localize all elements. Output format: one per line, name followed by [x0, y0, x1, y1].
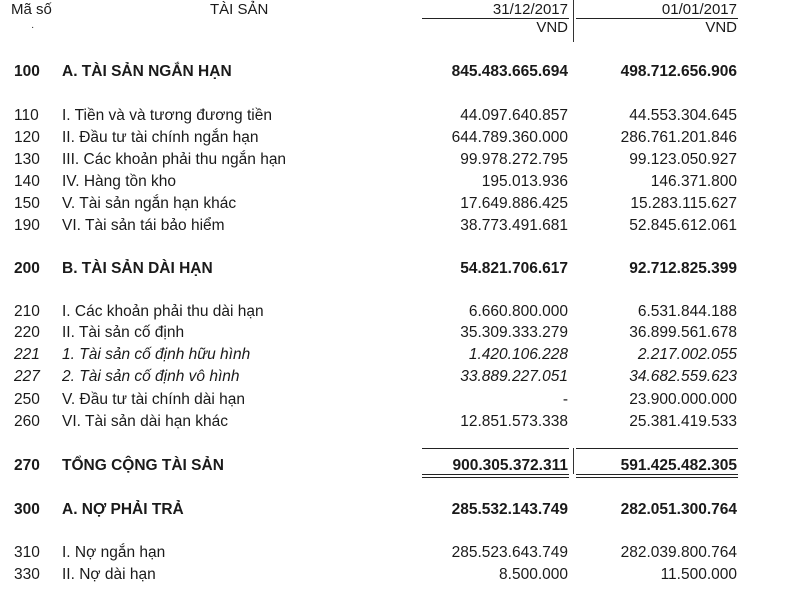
row-code: 150 — [14, 195, 40, 212]
header-col1-date: 31/12/2017 — [492, 1, 568, 18]
row-code: 120 — [14, 129, 40, 146]
row-value-2017-01-01: 92.712.825.399 — [629, 260, 737, 277]
table-row — [0, 389, 800, 411]
row-name: II. Nợ dài hạn — [62, 566, 156, 583]
table-row — [0, 542, 800, 564]
row-value-2017-01-01: 498.712.656.906 — [620, 63, 737, 80]
row-name: VI. Tài sản dài hạn khác — [62, 413, 229, 430]
row-name: A. TÀI SẢN NGẮN HẠN — [62, 63, 232, 80]
row-code: 227 — [14, 368, 40, 385]
table-row — [0, 193, 800, 215]
row-code: 310 — [14, 544, 40, 561]
row-value-2017-01-01: 11.500.000 — [660, 566, 737, 583]
row-value-2017-01-01: 15.283.115.627 — [630, 195, 737, 212]
row-code: 300 — [14, 501, 40, 518]
row-name: I. Nợ ngắn hạn — [62, 544, 166, 561]
table-row — [0, 499, 800, 521]
row-code: 250 — [14, 391, 40, 408]
table-row — [0, 564, 800, 586]
row-value-2017-12-31: 17.649.886.425 — [460, 195, 568, 212]
table-row — [0, 149, 800, 171]
row-value-2017-12-31: 845.483.665.694 — [451, 63, 568, 80]
table-row — [0, 127, 800, 149]
row-value-2017-12-31: - — [562, 391, 568, 408]
table-row — [0, 61, 800, 83]
row-name: 1. Tài sản cố định hữu hình — [62, 346, 251, 363]
row-name: IV. Hàng tồn kho — [62, 173, 177, 190]
header-currency1: VND — [536, 19, 568, 36]
row-value-2017-12-31: 12.851.573.338 — [460, 413, 568, 430]
row-code: 190 — [14, 217, 40, 234]
row-value-2017-01-01: 36.899.561.678 — [629, 324, 737, 341]
row-value-2017-01-01: 52.845.612.061 — [629, 217, 737, 234]
row-code: 130 — [14, 151, 40, 168]
row-value-2017-01-01: 25.381.419.533 — [629, 413, 737, 430]
row-value-2017-12-31: 285.523.643.749 — [451, 544, 568, 561]
row-value-2017-01-01: 23.900.000.000 — [629, 391, 737, 408]
total-col2-top-line — [576, 448, 738, 449]
total-col2-double-line-b — [576, 477, 738, 478]
row-code: 110 — [14, 107, 39, 124]
row-code: 140 — [14, 173, 40, 190]
row-value-2017-01-01: 146.371.800 — [650, 173, 737, 190]
table-row — [0, 344, 800, 366]
row-code: 100 — [14, 63, 40, 80]
header-col2-date: 01/01/2017 — [661, 1, 737, 18]
row-name: II. Đầu tư tài chính ngắn hạn — [62, 129, 259, 146]
row-value-2017-12-31: 285.532.143.749 — [451, 501, 568, 518]
row-value-2017-01-01: 6.531.844.188 — [637, 303, 737, 320]
row-name: B. TÀI SẢN DÀI HẠN — [62, 260, 213, 277]
row-value-2017-01-01: 2.217.002.055 — [637, 346, 737, 363]
row-name: V. Đầu tư tài chính dài hạn — [62, 391, 246, 408]
row-code: 200 — [14, 260, 40, 277]
row-value-2017-01-01: 44.553.304.645 — [629, 107, 737, 124]
row-name: 2. Tài sản cố định vô hình — [62, 368, 240, 385]
row-value-2017-12-31: 195.013.936 — [481, 173, 568, 190]
col-separator-total — [573, 448, 574, 474]
row-name: A. NỢ PHẢI TRẢ — [62, 501, 184, 518]
row-name: TỔNG CỘNG TÀI SẢN — [62, 457, 224, 474]
row-value-2017-01-01: 34.682.559.623 — [629, 368, 737, 385]
total-col1-top-line — [422, 448, 569, 449]
col-separator-header — [573, 0, 574, 42]
row-value-2017-12-31: 33.889.227.051 — [460, 368, 568, 385]
row-code: 210 — [14, 303, 40, 320]
table-row — [0, 301, 800, 323]
header-dot-mark: · — [31, 22, 35, 33]
row-value-2017-12-31: 644.789.360.000 — [451, 129, 568, 146]
table-row — [0, 215, 800, 237]
table-row — [0, 258, 800, 280]
row-name: V. Tài sản ngắn hạn khác — [62, 195, 237, 212]
total-col1-double-line-b — [422, 477, 569, 478]
header-currency2: VND — [705, 19, 737, 36]
table-row — [0, 105, 800, 127]
row-value-2017-01-01: 591.425.482.305 — [620, 457, 737, 474]
table-row — [0, 322, 800, 344]
row-value-2017-12-31: 6.660.800.000 — [468, 303, 568, 320]
row-code: 260 — [14, 413, 40, 430]
total-col2-double-line-a — [576, 474, 738, 475]
row-code: 221 — [14, 346, 40, 363]
table-row — [0, 171, 800, 193]
row-value-2017-12-31: 38.773.491.681 — [460, 217, 568, 234]
row-name: I. Tiền và và tương đương tiền — [62, 107, 272, 124]
row-name: III. Các khoản phải thu ngắn hạn — [62, 151, 287, 168]
row-name: VI. Tài sản tái bảo hiểm — [62, 217, 225, 234]
total-col1-double-line-a — [422, 474, 569, 475]
row-value-2017-12-31: 35.309.333.279 — [460, 324, 568, 341]
row-code: 330 — [14, 566, 40, 583]
row-name: I. Các khoản phải thu dài hạn — [62, 303, 264, 320]
row-value-2017-12-31: 900.305.372.311 — [452, 457, 568, 474]
header-assets-label: TÀI SẢN — [210, 1, 269, 18]
table-row — [0, 366, 800, 388]
row-value-2017-01-01: 282.051.300.764 — [620, 501, 737, 518]
row-code: 220 — [14, 324, 40, 341]
row-value-2017-12-31: 54.821.706.617 — [460, 260, 568, 277]
row-value-2017-01-01: 282.039.800.764 — [620, 544, 737, 561]
header-code-label: Mã số — [11, 1, 52, 18]
table-row — [0, 411, 800, 433]
row-value-2017-12-31: 99.978.272.795 — [460, 151, 568, 168]
row-name: II. Tài sản cố định — [62, 324, 185, 341]
row-value-2017-12-31: 8.500.000 — [499, 566, 568, 583]
row-value-2017-12-31: 44.097.640.857 — [460, 107, 568, 124]
row-code: 270 — [14, 457, 40, 474]
row-value-2017-01-01: 286.761.201.846 — [620, 129, 737, 146]
row-value-2017-12-31: 1.420.106.228 — [468, 346, 568, 363]
row-value-2017-01-01: 99.123.050.927 — [629, 151, 737, 168]
